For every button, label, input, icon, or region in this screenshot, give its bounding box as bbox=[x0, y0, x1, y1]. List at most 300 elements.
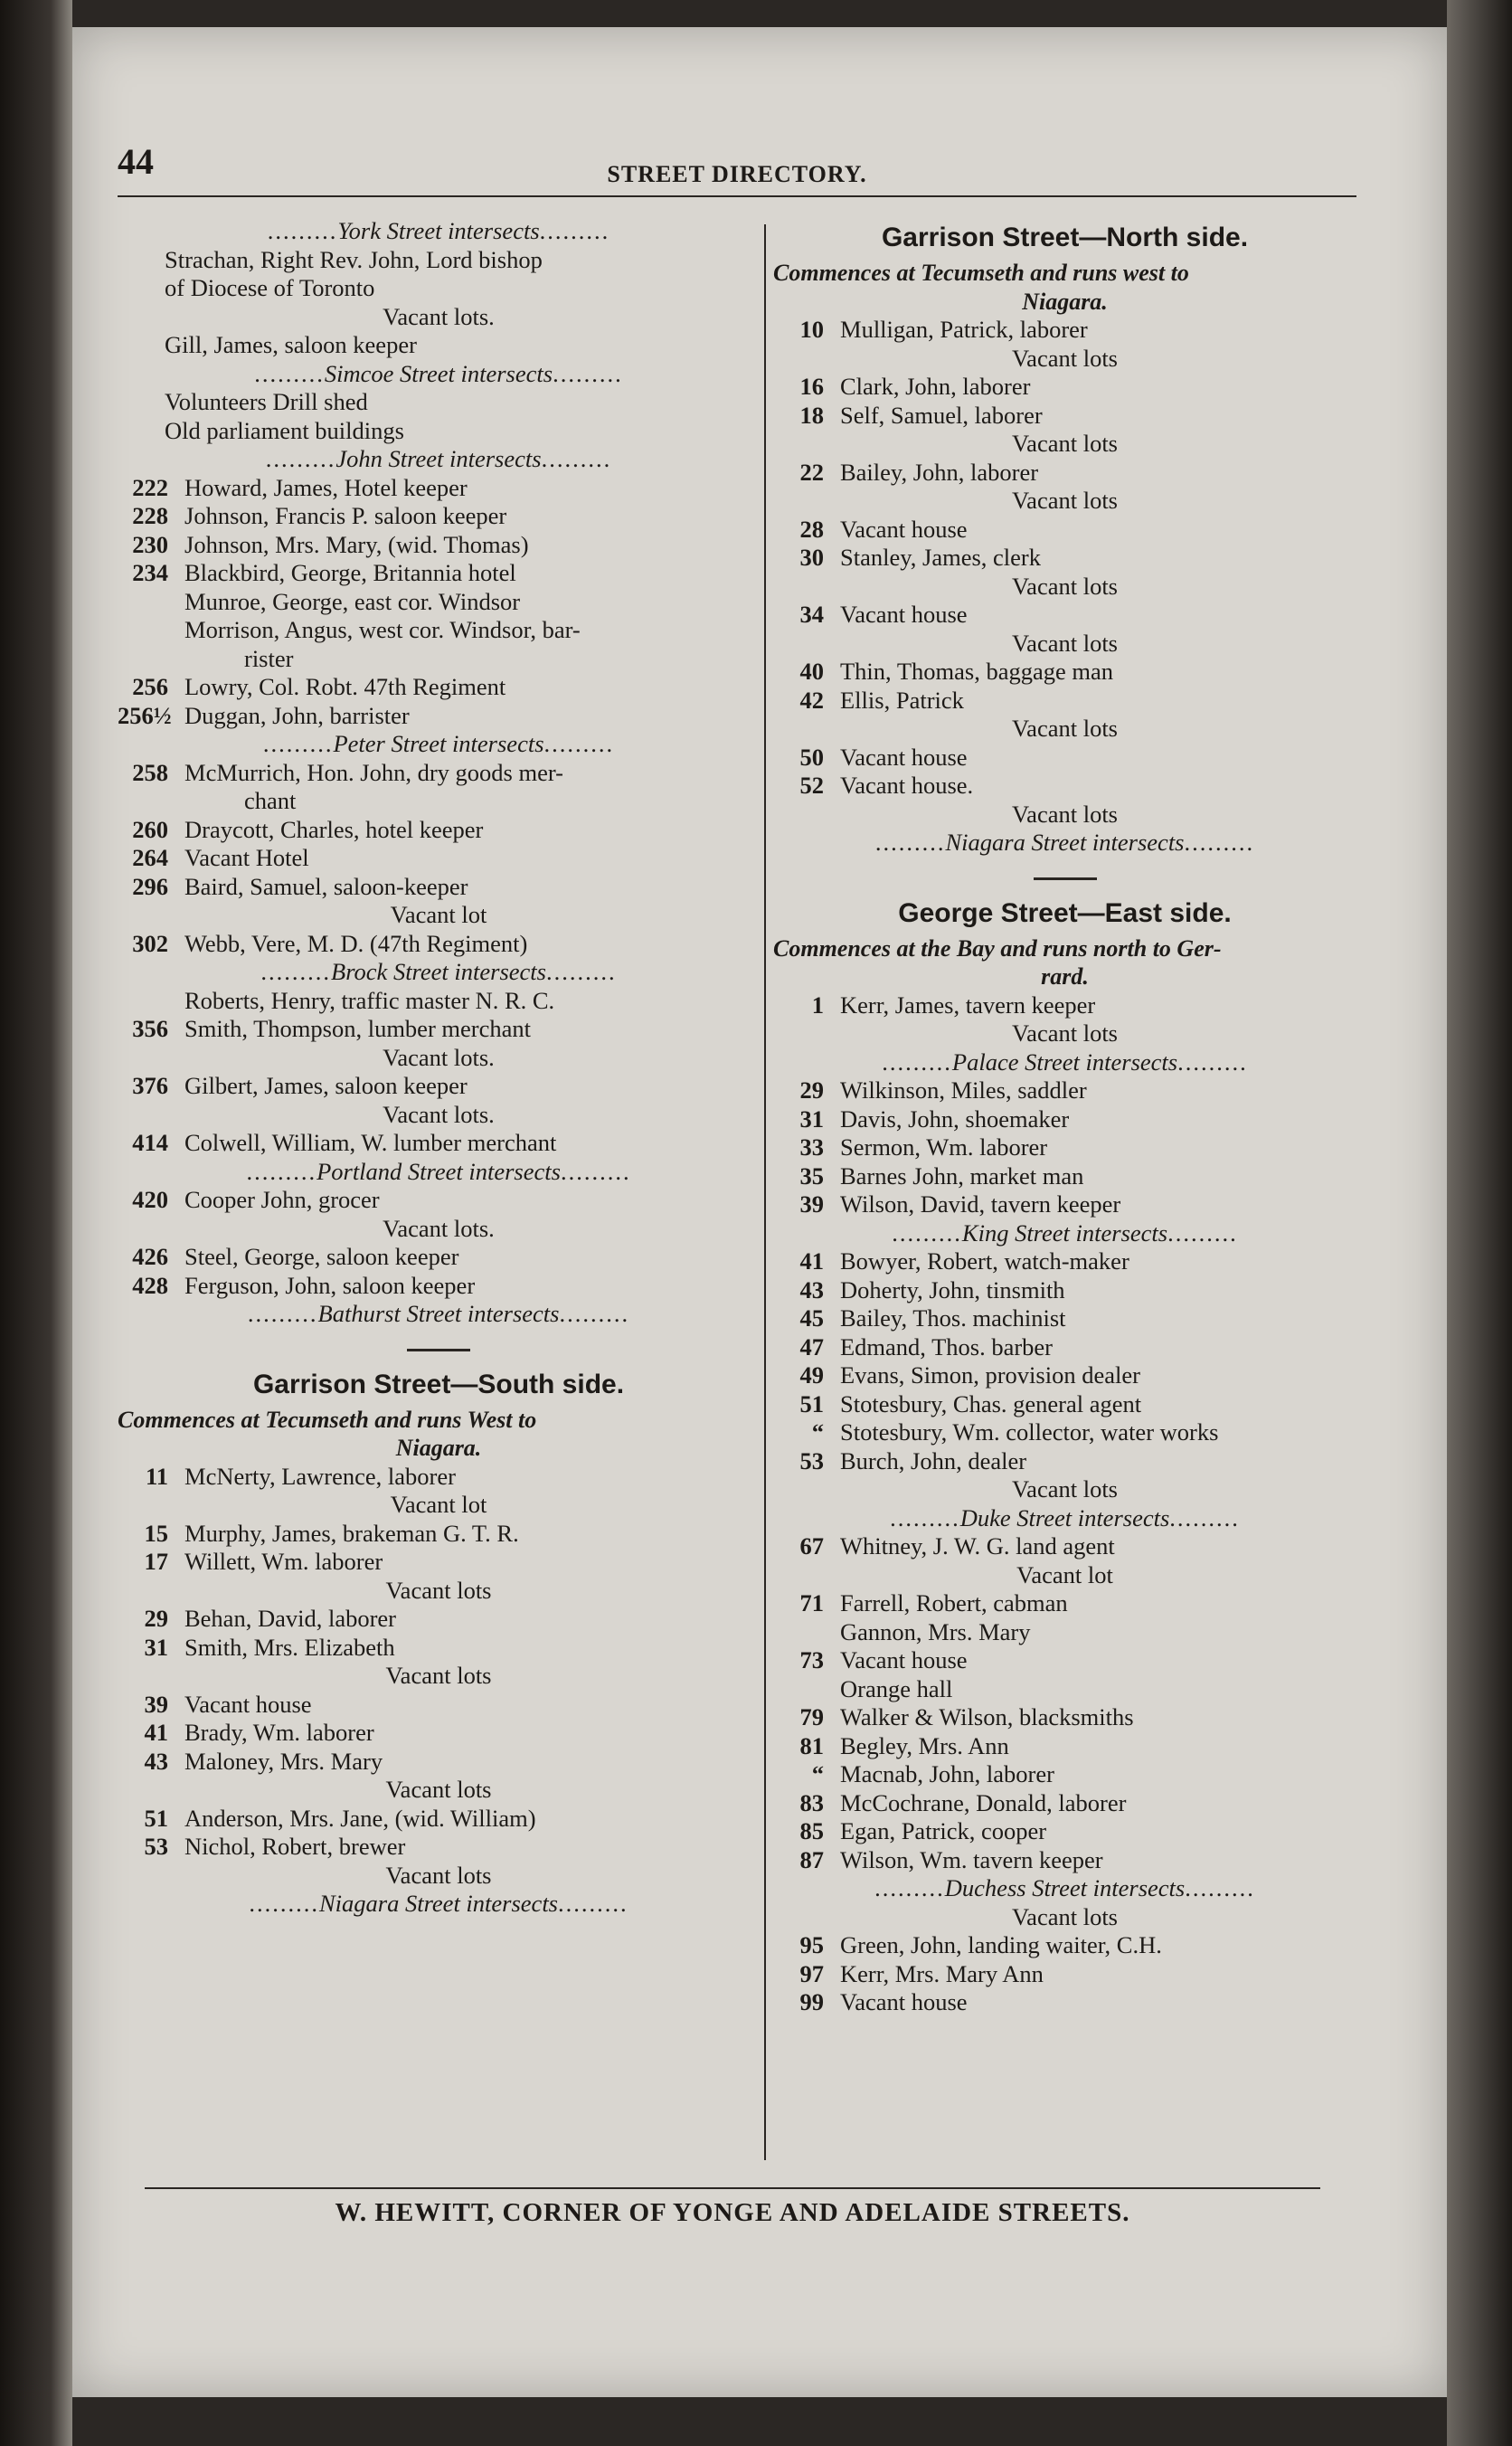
house-number: 29 bbox=[799, 1076, 824, 1104]
vacant-note bbox=[118, 1862, 760, 1891]
directory-entry bbox=[118, 1833, 760, 1862]
entry-text: Maloney, Mrs. Mary bbox=[184, 1747, 383, 1775]
entry-text: Vacant house bbox=[184, 1690, 312, 1718]
house-number: 71 bbox=[799, 1589, 824, 1616]
vacant-note bbox=[118, 1776, 760, 1805]
house-number: 43 bbox=[799, 1275, 824, 1304]
vacant-note bbox=[118, 1577, 760, 1606]
entry-text: Johnson, Francis P. saloon keeper bbox=[184, 502, 507, 529]
entry-text: Gannon, Mrs. Mary bbox=[840, 1617, 1031, 1645]
directory-entry bbox=[118, 588, 760, 617]
footer-rule bbox=[145, 2187, 1320, 2189]
directory-entry bbox=[118, 559, 760, 588]
house-number: 99 bbox=[799, 1988, 824, 2015]
house-number: 356 bbox=[132, 1015, 168, 1042]
dot-leader: ......... bbox=[1167, 1218, 1238, 1247]
entry-text: Vacant house bbox=[840, 743, 968, 771]
vacant-note bbox=[773, 1903, 1356, 1932]
house-number: 15 bbox=[144, 1519, 168, 1547]
entry-text: Duggan, John, barrister bbox=[184, 701, 410, 729]
house-number: 83 bbox=[799, 1788, 824, 1816]
entry-text: Wilson, David, tavern keeper bbox=[840, 1190, 1121, 1218]
entry-text: Vacant house bbox=[840, 515, 968, 543]
house-number: 230 bbox=[132, 530, 168, 558]
dot-leader: ......... bbox=[267, 217, 338, 244]
entry-text: Stotesbury, Wm. collector, water works bbox=[840, 1418, 1219, 1446]
entry-text: Vacant house bbox=[840, 1988, 968, 2015]
dot-leader: ......... bbox=[553, 359, 623, 387]
directory-entry bbox=[118, 873, 760, 902]
directory-entry bbox=[773, 1931, 1356, 1960]
house-number: 31 bbox=[144, 1633, 168, 1661]
entry-continuation bbox=[118, 645, 760, 674]
intersection-line bbox=[773, 1219, 1356, 1248]
house-number: 85 bbox=[799, 1817, 824, 1844]
dot-leader: ......... bbox=[247, 1300, 318, 1327]
directory-entry bbox=[118, 246, 760, 275]
directory-entry bbox=[773, 1760, 1356, 1789]
house-number: 302 bbox=[132, 929, 168, 957]
subheading-text: Commences at Tecumseth and runs west to bbox=[773, 260, 1189, 286]
entry-text: Self, Samuel, laborer bbox=[840, 401, 1043, 429]
house-number: 73 bbox=[799, 1646, 824, 1673]
entry-text: Thin, Thomas, baggage man bbox=[840, 658, 1113, 685]
vacant-text: Vacant lots bbox=[385, 1861, 492, 1889]
intersection-text: King Street intersects bbox=[961, 1218, 1168, 1247]
house-number: 51 bbox=[144, 1804, 168, 1832]
entry-continuation bbox=[118, 787, 760, 816]
directory-entry bbox=[773, 744, 1356, 773]
dot-leader: ......... bbox=[1184, 829, 1255, 856]
entry-text: Edmand, Thos. barber bbox=[840, 1332, 1054, 1360]
directory-entry bbox=[773, 1105, 1356, 1134]
house-number: 34 bbox=[799, 601, 824, 628]
house-number: 42 bbox=[799, 686, 824, 714]
house-number: 17 bbox=[144, 1548, 168, 1575]
entry-text: Stotesbury, Chas. general agent bbox=[840, 1389, 1142, 1417]
entry-text: Barnes John, market man bbox=[840, 1161, 1084, 1190]
entry-text: McNerty, Lawrence, laborer bbox=[184, 1462, 456, 1490]
entry-text: Farrell, Robert, cabman bbox=[840, 1589, 1068, 1616]
entry-text: Volunteers Drill shed bbox=[165, 388, 368, 415]
subheading-text: rard. bbox=[1041, 963, 1089, 990]
directory-entry bbox=[773, 1390, 1356, 1419]
house-number: 52 bbox=[799, 772, 824, 799]
directory-entry bbox=[773, 1333, 1356, 1362]
vacant-note bbox=[773, 801, 1356, 830]
entry-text: Vacant house bbox=[840, 1646, 968, 1673]
entry-text: Sermon, Wm. laborer bbox=[840, 1133, 1048, 1161]
directory-entry bbox=[773, 316, 1356, 345]
entry-text: of Diocese of Toronto bbox=[165, 274, 375, 301]
house-number: 28 bbox=[799, 515, 824, 543]
section-rule bbox=[407, 1349, 470, 1351]
intersection-line bbox=[118, 1300, 760, 1329]
directory-entry bbox=[118, 616, 760, 645]
vacant-note bbox=[773, 573, 1356, 602]
entry-text: Behan, David, laborer bbox=[184, 1605, 396, 1632]
right-column bbox=[773, 217, 1356, 2162]
intersection-text: Duke Street intersects bbox=[959, 1503, 1170, 1531]
directory-entry bbox=[773, 772, 1356, 801]
house-number: 234 bbox=[132, 559, 168, 586]
vacant-text: Vacant lots bbox=[1011, 629, 1118, 657]
vacant-text: Vacant lots bbox=[1011, 1902, 1118, 1930]
directory-entry bbox=[773, 1076, 1356, 1105]
house-number: 10 bbox=[799, 316, 824, 343]
house-number: 256 bbox=[132, 673, 168, 700]
entry-text: Burch, John, dealer bbox=[840, 1446, 1027, 1474]
dot-leader: ......... bbox=[874, 829, 946, 856]
entry-text: McMurrich, Hon. John, dry goods mer- bbox=[184, 758, 563, 786]
vacant-note bbox=[118, 1101, 760, 1130]
entry-text: Vacant house bbox=[840, 601, 968, 628]
dot-leader: ......... bbox=[541, 445, 612, 472]
entry-text: Whitney, J. W. G. land agent bbox=[840, 1532, 1115, 1560]
entry-text: rister bbox=[244, 644, 294, 672]
directory-entry bbox=[118, 1129, 760, 1158]
entry-text: Bailey, John, laborer bbox=[840, 458, 1039, 486]
dot-leader: ......... bbox=[1177, 1048, 1248, 1076]
entry-text: Willett, Wm. laborer bbox=[184, 1548, 383, 1575]
directory-entry bbox=[118, 1272, 760, 1301]
house-number: 420 bbox=[132, 1186, 168, 1213]
vacant-note bbox=[773, 1475, 1356, 1504]
house-number: 11 bbox=[145, 1462, 168, 1490]
entry-text: Gill, James, saloon keeper bbox=[165, 331, 417, 358]
directory-entry bbox=[773, 402, 1356, 431]
dot-leader: ......... bbox=[539, 217, 610, 244]
directory-entry bbox=[773, 1276, 1356, 1305]
dot-leader: ......... bbox=[543, 730, 615, 757]
vacant-text: Vacant lots. bbox=[383, 302, 495, 330]
vacant-note bbox=[773, 715, 1356, 744]
house-number: 260 bbox=[132, 815, 168, 843]
dot-leader: ......... bbox=[560, 1157, 631, 1185]
house-number: 296 bbox=[132, 872, 168, 900]
vacant-note bbox=[773, 345, 1356, 374]
vacant-text: Vacant lot bbox=[390, 901, 487, 928]
directory-entry bbox=[773, 1133, 1356, 1162]
dot-leader: ......... bbox=[265, 445, 336, 472]
dot-leader: ......... bbox=[882, 1048, 952, 1076]
section-heading-text: George Street—East side. bbox=[898, 897, 1232, 928]
dot-leader: ......... bbox=[1185, 1874, 1255, 1901]
directory-entry bbox=[773, 459, 1356, 488]
dot-leader: ......... bbox=[249, 1890, 319, 1917]
vacant-text: Vacant lots bbox=[1011, 430, 1118, 457]
house-number: 30 bbox=[799, 544, 824, 571]
directory-entry bbox=[118, 1634, 760, 1663]
house-number: 264 bbox=[132, 844, 168, 871]
vacant-note bbox=[773, 1561, 1356, 1590]
dot-leader: ......... bbox=[558, 1890, 628, 1917]
directory-entry bbox=[118, 1548, 760, 1577]
section-heading-text: Garrison Street—North side. bbox=[881, 223, 1249, 252]
entry-text: Davis, John, shoemaker bbox=[840, 1104, 1070, 1133]
dot-leader: ......... bbox=[890, 1503, 960, 1531]
intersection-text: Peter Street intersects bbox=[333, 730, 544, 757]
entry-text: Egan, Patrick, cooper bbox=[840, 1817, 1047, 1844]
directory-entry bbox=[773, 516, 1356, 545]
intersection-text: Palace Street intersects bbox=[951, 1048, 1178, 1076]
directory-entry bbox=[773, 1447, 1356, 1476]
intersection-text: Niagara Street intersects bbox=[945, 829, 1185, 856]
section-heading bbox=[118, 1364, 760, 1406]
entry-text: Munroe, George, east cor. Windsor bbox=[184, 587, 521, 615]
entry-text: Vacant house. bbox=[840, 772, 974, 799]
directory-entry bbox=[118, 1243, 760, 1272]
header-rule bbox=[118, 195, 1356, 197]
directory-entry bbox=[118, 1719, 760, 1748]
house-number: 51 bbox=[799, 1389, 824, 1417]
house-number: 426 bbox=[132, 1243, 168, 1270]
vacant-note bbox=[118, 901, 760, 930]
directory-entry bbox=[773, 601, 1356, 630]
entry-text: Doherty, John, tinsmith bbox=[840, 1275, 1065, 1304]
entry-text: Morrison, Angus, west cor. Windsor, bar- bbox=[184, 616, 581, 643]
directory-entry bbox=[118, 331, 760, 360]
house-number: 414 bbox=[132, 1129, 168, 1156]
house-number: 33 bbox=[799, 1133, 824, 1161]
directory-entry bbox=[118, 502, 760, 531]
entry-text: Smith, Mrs. Elizabeth bbox=[184, 1633, 395, 1661]
directory-entry bbox=[773, 1703, 1356, 1732]
directory-entry bbox=[118, 1691, 760, 1720]
house-number: 16 bbox=[799, 373, 824, 400]
vacant-note bbox=[118, 1044, 760, 1073]
directory-entry bbox=[118, 274, 760, 303]
entry-text: Webb, Vere, M. D. (47th Regiment) bbox=[184, 929, 528, 957]
section-subheading bbox=[118, 1434, 760, 1463]
entry-text: Vacant Hotel bbox=[184, 844, 309, 871]
directory-entry bbox=[118, 388, 760, 417]
entry-text: McCochrane, Donald, laborer bbox=[840, 1788, 1127, 1816]
entry-text: Green, John, landing waiter, C.H. bbox=[840, 1931, 1162, 1958]
entry-text: Colwell, William, W. lumber merchant bbox=[184, 1129, 557, 1156]
vacant-text: Vacant lot bbox=[390, 1491, 487, 1518]
vacant-text: Vacant lots. bbox=[383, 1100, 495, 1128]
dot-leader: ......... bbox=[262, 730, 334, 757]
house-number: 258 bbox=[132, 758, 168, 786]
directory-entry bbox=[118, 987, 760, 1016]
directory-entry bbox=[773, 658, 1356, 687]
left-column bbox=[118, 217, 760, 2162]
house-number: 22 bbox=[799, 458, 824, 486]
directory-entry bbox=[773, 687, 1356, 716]
house-number: 79 bbox=[799, 1703, 824, 1730]
vacant-text: Vacant lots. bbox=[383, 1043, 495, 1071]
house-number: 35 bbox=[799, 1161, 824, 1190]
section-subheading bbox=[773, 259, 1356, 288]
directory-entry bbox=[118, 1015, 760, 1044]
vacant-text: Vacant lots bbox=[1011, 1019, 1118, 1047]
directory-entry bbox=[773, 1675, 1356, 1704]
entry-text: Draycott, Charles, hotel keeper bbox=[184, 815, 484, 843]
house-number: 39 bbox=[144, 1690, 168, 1718]
vacant-note bbox=[118, 1491, 760, 1520]
house-number: 228 bbox=[132, 502, 168, 529]
intersection-text: Portland Street intersects bbox=[317, 1157, 561, 1185]
directory-columns bbox=[118, 217, 1356, 2162]
intersection-line bbox=[118, 445, 760, 474]
intersection-text: Bathurst Street intersects bbox=[317, 1300, 560, 1327]
directory-entry bbox=[118, 759, 760, 788]
entry-text: Evans, Simon, provision dealer bbox=[840, 1361, 1140, 1389]
directory-entry bbox=[773, 1789, 1356, 1818]
dot-leader: ......... bbox=[246, 1157, 317, 1185]
subheading-text: Commences at Tecumseth and runs West to bbox=[118, 1406, 537, 1433]
directory-entry bbox=[773, 1247, 1356, 1276]
entry-text: Baird, Samuel, saloon-keeper bbox=[184, 872, 468, 900]
entry-text: Ellis, Patrick bbox=[840, 686, 964, 714]
intersection-line bbox=[773, 1504, 1356, 1533]
vacant-text: Vacant lots bbox=[385, 1576, 492, 1604]
page-edge bbox=[1447, 0, 1512, 2446]
house-number: 67 bbox=[799, 1532, 824, 1560]
house-number: 40 bbox=[799, 658, 824, 685]
directory-entry bbox=[773, 1361, 1356, 1390]
house-number: 53 bbox=[799, 1446, 824, 1474]
section-heading bbox=[773, 217, 1356, 259]
book-spine bbox=[0, 0, 72, 2446]
intersection-line bbox=[773, 1048, 1356, 1077]
section-heading-text: Garrison Street—South side. bbox=[252, 1369, 625, 1399]
house-number: 428 bbox=[132, 1271, 168, 1299]
directory-entry bbox=[118, 531, 760, 560]
subheading-text: Commences at the Bay and runs north to Ger- bbox=[773, 934, 1222, 962]
vacant-note bbox=[118, 1215, 760, 1244]
house-number: 29 bbox=[144, 1605, 168, 1632]
house-number: 222 bbox=[132, 473, 168, 501]
directory-entry bbox=[118, 417, 760, 446]
entry-text: Bailey, Thos. machinist bbox=[840, 1304, 1066, 1332]
entry-text: Cooper John, grocer bbox=[184, 1186, 380, 1213]
directory-entry bbox=[118, 930, 760, 959]
vacant-text: Vacant lots bbox=[1011, 344, 1118, 372]
directory-entry bbox=[118, 1805, 760, 1834]
house-number: 41 bbox=[144, 1719, 168, 1746]
intersection-line bbox=[118, 1890, 760, 1919]
directory-entry bbox=[118, 816, 760, 845]
directory-entry bbox=[773, 373, 1356, 402]
dot-leader: ......... bbox=[874, 1874, 945, 1901]
entry-text: chant bbox=[244, 787, 297, 814]
intersection-text: Duchess Street intersects bbox=[944, 1874, 1186, 1901]
directory-entry bbox=[118, 702, 760, 731]
house-number: 43 bbox=[144, 1747, 168, 1775]
section-heading bbox=[773, 893, 1356, 934]
intersection-line bbox=[118, 360, 760, 389]
house-number: 31 bbox=[799, 1104, 824, 1133]
entry-text: Anderson, Mrs. Jane, (wid. William) bbox=[184, 1804, 536, 1832]
vacant-text: Vacant lots bbox=[385, 1776, 492, 1803]
house-number: 45 bbox=[799, 1304, 824, 1332]
entry-text: Kerr, James, tavern keeper bbox=[840, 991, 1096, 1019]
entry-text: Walker & Wilson, blacksmiths bbox=[840, 1703, 1134, 1730]
directory-entry bbox=[773, 1190, 1356, 1219]
dot-leader: ......... bbox=[545, 958, 617, 985]
section-rule bbox=[1034, 877, 1097, 880]
intersection-text: Simcoe Street intersects bbox=[324, 359, 553, 387]
section-subheading bbox=[118, 1406, 760, 1435]
vacant-text: Vacant lots bbox=[385, 1662, 492, 1689]
section-subheading bbox=[773, 288, 1356, 317]
subheading-text: Niagara. bbox=[395, 1435, 482, 1461]
intersection-line bbox=[118, 730, 760, 759]
vacant-text: Vacant lots bbox=[1011, 800, 1118, 828]
directory-entry bbox=[773, 1732, 1356, 1761]
entry-text: Stanley, James, clerk bbox=[840, 544, 1041, 571]
dot-leader: ......... bbox=[1169, 1503, 1240, 1531]
house-number: 97 bbox=[799, 1959, 824, 1987]
section-subheading bbox=[773, 962, 1356, 991]
intersection-text: John Street intersects bbox=[335, 445, 542, 472]
directory-entry bbox=[118, 1605, 760, 1634]
entry-text: Clark, John, laborer bbox=[840, 373, 1031, 400]
intersection-line bbox=[773, 829, 1356, 858]
directory-entry bbox=[773, 1532, 1356, 1561]
house-number: 95 bbox=[799, 1931, 824, 1958]
entry-text: Lowry, Col. Robt. 47th Regiment bbox=[184, 673, 506, 700]
vacant-note bbox=[773, 430, 1356, 459]
intersection-text: Niagara Street intersects bbox=[319, 1890, 558, 1917]
entry-text: Macnab, John, laborer bbox=[840, 1760, 1054, 1787]
entry-text: Wilson, Wm. tavern keeper bbox=[840, 1845, 1103, 1873]
entry-text: Smith, Thompson, lumber merchant bbox=[184, 1015, 531, 1042]
intersection-line bbox=[773, 1874, 1356, 1903]
entry-text: Brady, Wm. laborer bbox=[184, 1719, 374, 1746]
vacant-note bbox=[773, 487, 1356, 516]
house-number: 41 bbox=[799, 1247, 824, 1275]
entry-text: Orange hall bbox=[840, 1674, 953, 1702]
section-subheading bbox=[773, 934, 1356, 963]
dot-leader: ......... bbox=[892, 1218, 962, 1247]
directory-entry bbox=[773, 1589, 1356, 1618]
entry-text: Begley, Mrs. Ann bbox=[840, 1731, 1009, 1759]
vacant-note bbox=[118, 303, 760, 332]
running-title: STREET DIRECTORY. bbox=[607, 161, 867, 187]
entry-text: Mulligan, Patrick, laborer bbox=[840, 316, 1088, 343]
directory-entry bbox=[773, 1162, 1356, 1191]
directory-entry bbox=[773, 1418, 1356, 1447]
entry-text: Johnson, Mrs. Mary, (wid. Thomas) bbox=[184, 530, 529, 558]
vacant-text: Vacant lots bbox=[1011, 487, 1118, 514]
entry-text: Ferguson, John, saloon keeper bbox=[184, 1271, 476, 1299]
vacant-note bbox=[773, 1019, 1356, 1048]
directory-entry bbox=[773, 1988, 1356, 2017]
entry-text: Gilbert, James, saloon keeper bbox=[184, 1072, 468, 1099]
dot-leader: ......... bbox=[254, 359, 325, 387]
intersection-line bbox=[118, 958, 760, 987]
house-number: 256½ bbox=[118, 701, 172, 729]
page-number: 44 bbox=[118, 141, 154, 182]
directory-entry bbox=[773, 1618, 1356, 1647]
house-number: 50 bbox=[799, 743, 824, 771]
vacant-text: Vacant lots. bbox=[383, 1214, 495, 1242]
vacant-text: Vacant lots bbox=[1011, 1475, 1118, 1503]
dot-leader: ......... bbox=[559, 1300, 630, 1327]
directory-entry bbox=[118, 1186, 760, 1215]
directory-entry bbox=[773, 1646, 1356, 1675]
directory-entry bbox=[118, 673, 760, 702]
house-number: 47 bbox=[799, 1332, 824, 1360]
entry-text: Old parliament buildings bbox=[165, 416, 404, 444]
dot-leader: ......... bbox=[260, 958, 332, 985]
entry-text: Wilkinson, Miles, saddler bbox=[840, 1076, 1087, 1104]
entry-text: Kerr, Mrs. Mary Ann bbox=[840, 1959, 1044, 1987]
directory-entry bbox=[118, 844, 760, 873]
